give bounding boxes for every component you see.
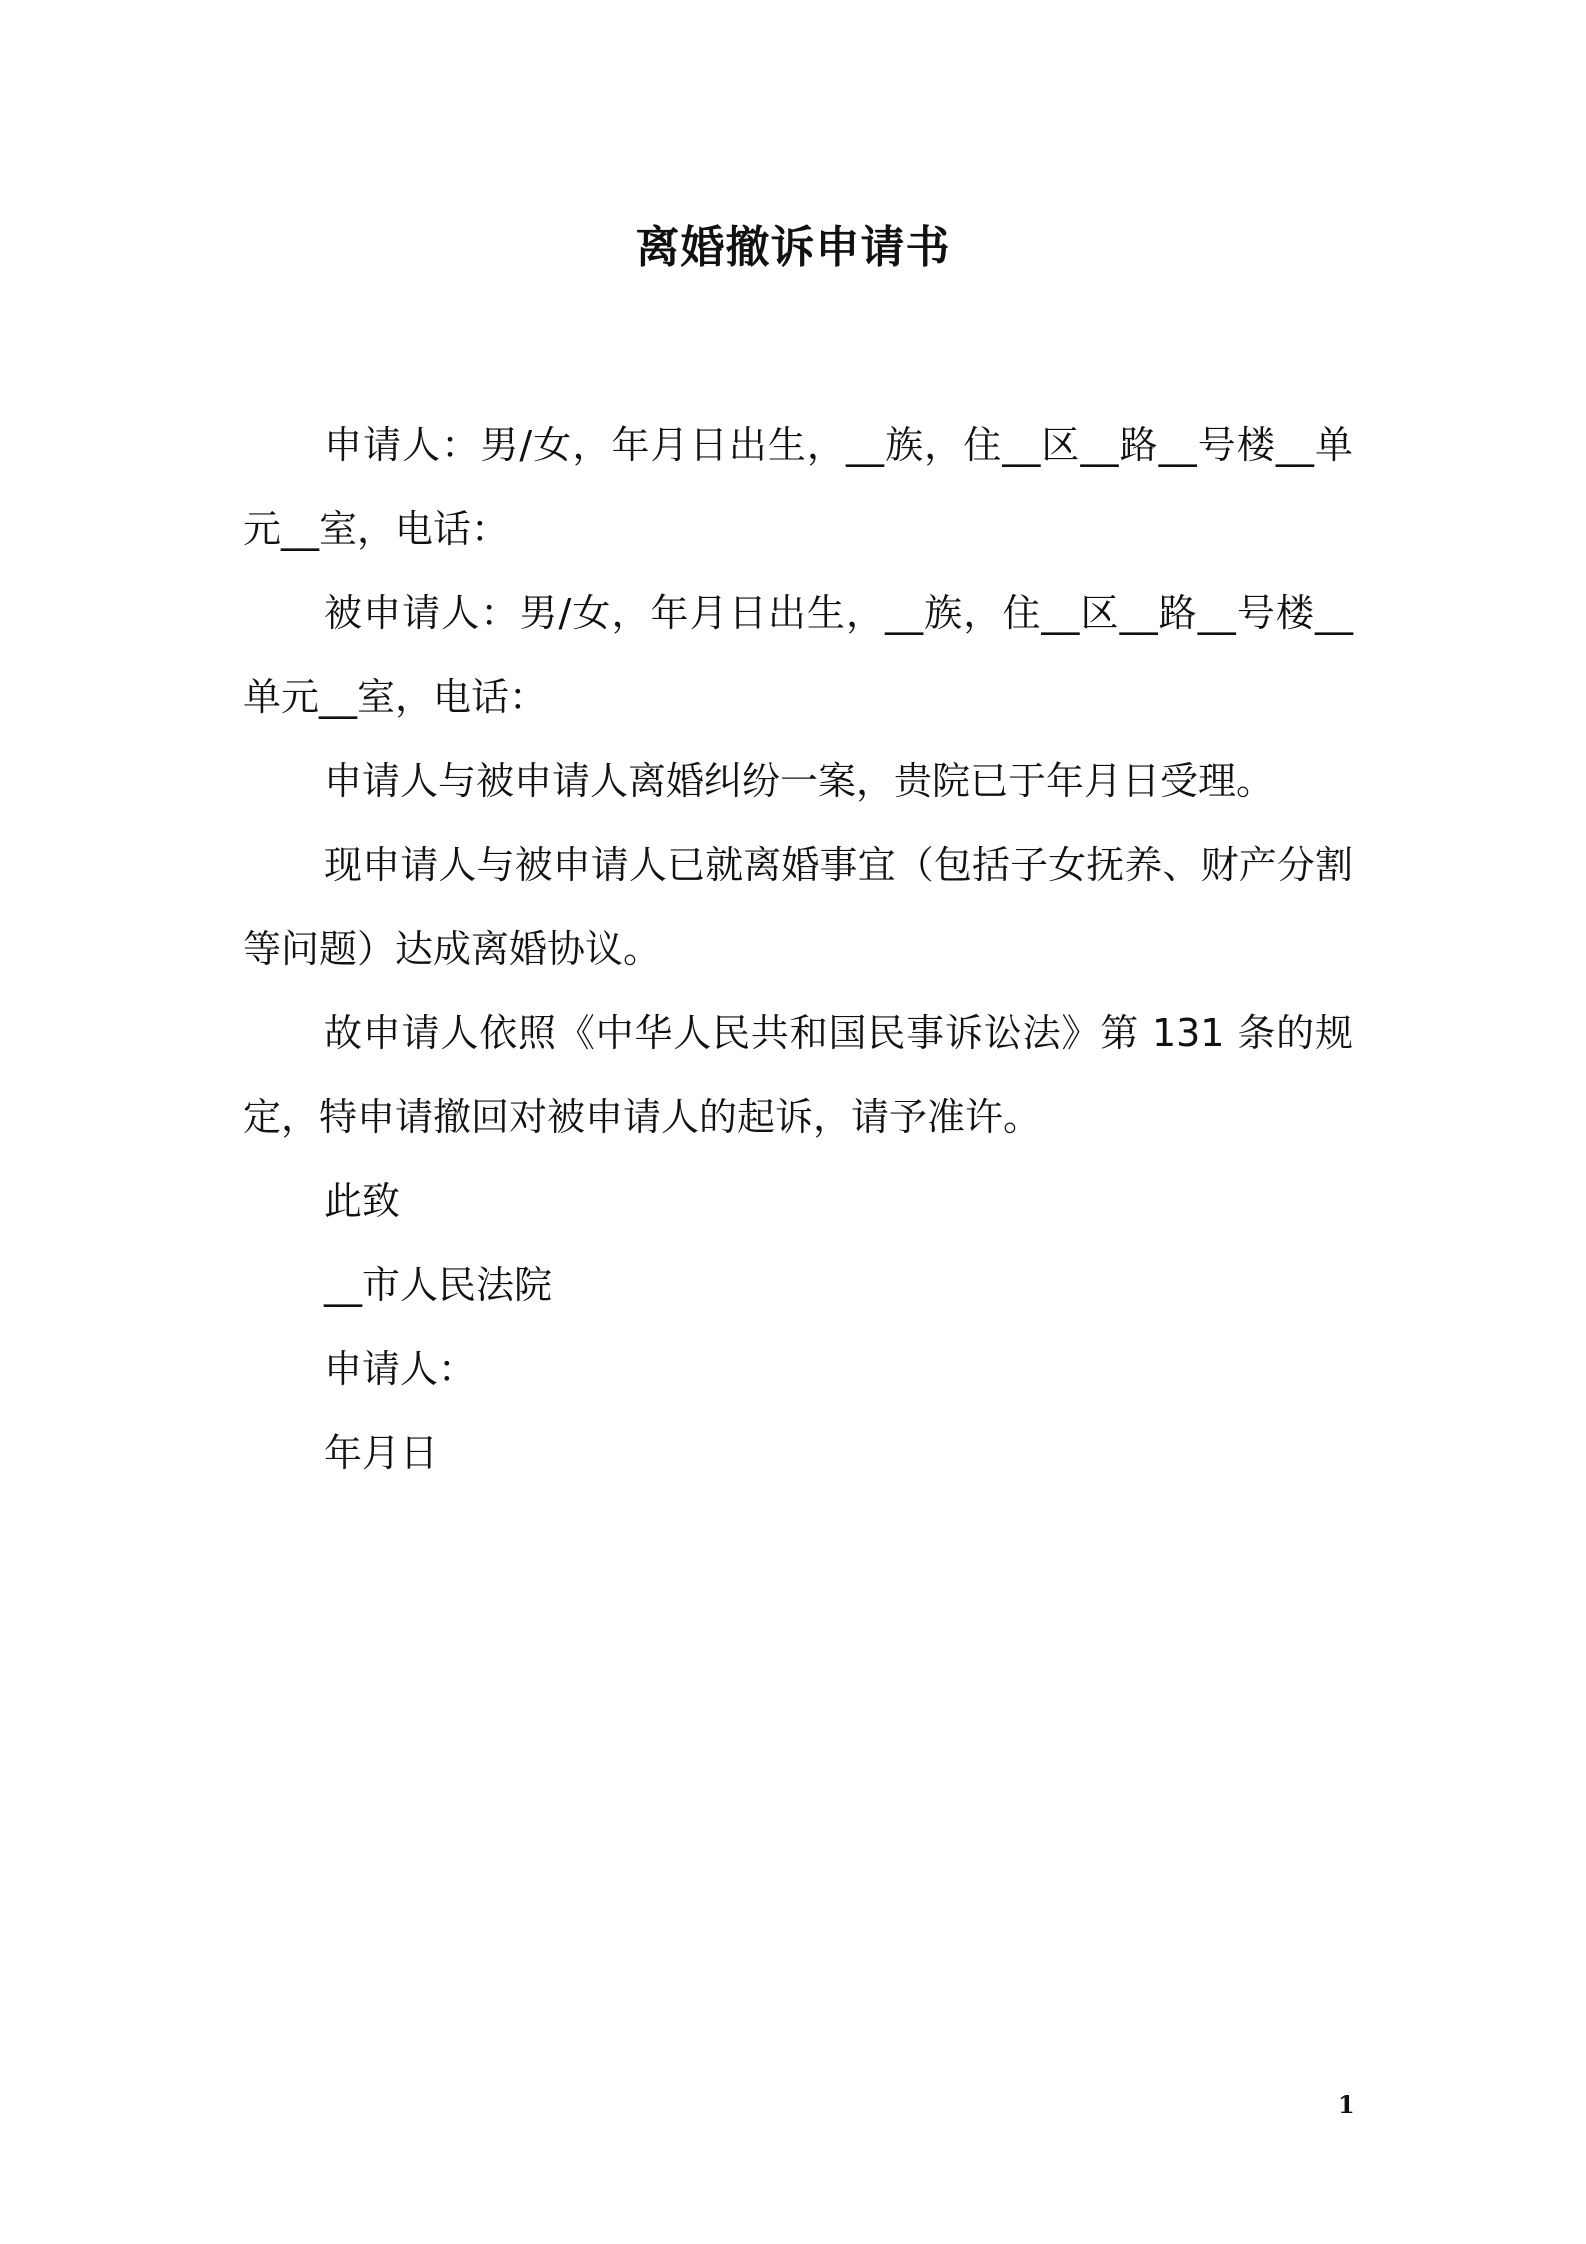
page-number: 1 [1338, 2090, 1355, 2119]
signature-applicant-line: 申请人： [324, 1347, 477, 1391]
document-title: 离婚撤诉申请书 [635, 222, 951, 273]
salutation-line: 此致 [324, 1179, 401, 1223]
respondent-info-paragraph: 被申请人：男/女，年月日出生，__族，住__区__路__号楼__单元__室，电话： [243, 591, 1353, 719]
applicant-info-paragraph: 申请人：男/女，年月日出生，__族，住__区__路__号楼__单元__室，电话： [243, 423, 1353, 551]
court-name-line: __市人民法院 [324, 1263, 553, 1307]
agreement-paragraph: 现申请人与被申请人已就离婚事宜（包括子女抚养、财产分割等问题）达成离婚协议。 [243, 843, 1353, 971]
withdrawal-request-paragraph: 故申请人依照《中华人民共和国民事诉讼法》第 131 条的规定，特申请撤回对被申请人的起诉，请予准许。 [243, 1011, 1353, 1139]
case-accepted-paragraph: 申请人与被申请人离婚纠纷一案，贵院已于年月日受理。 [324, 759, 1275, 803]
date-line: 年月日 [324, 1431, 439, 1475]
document-body [243, 403, 1353, 1495]
